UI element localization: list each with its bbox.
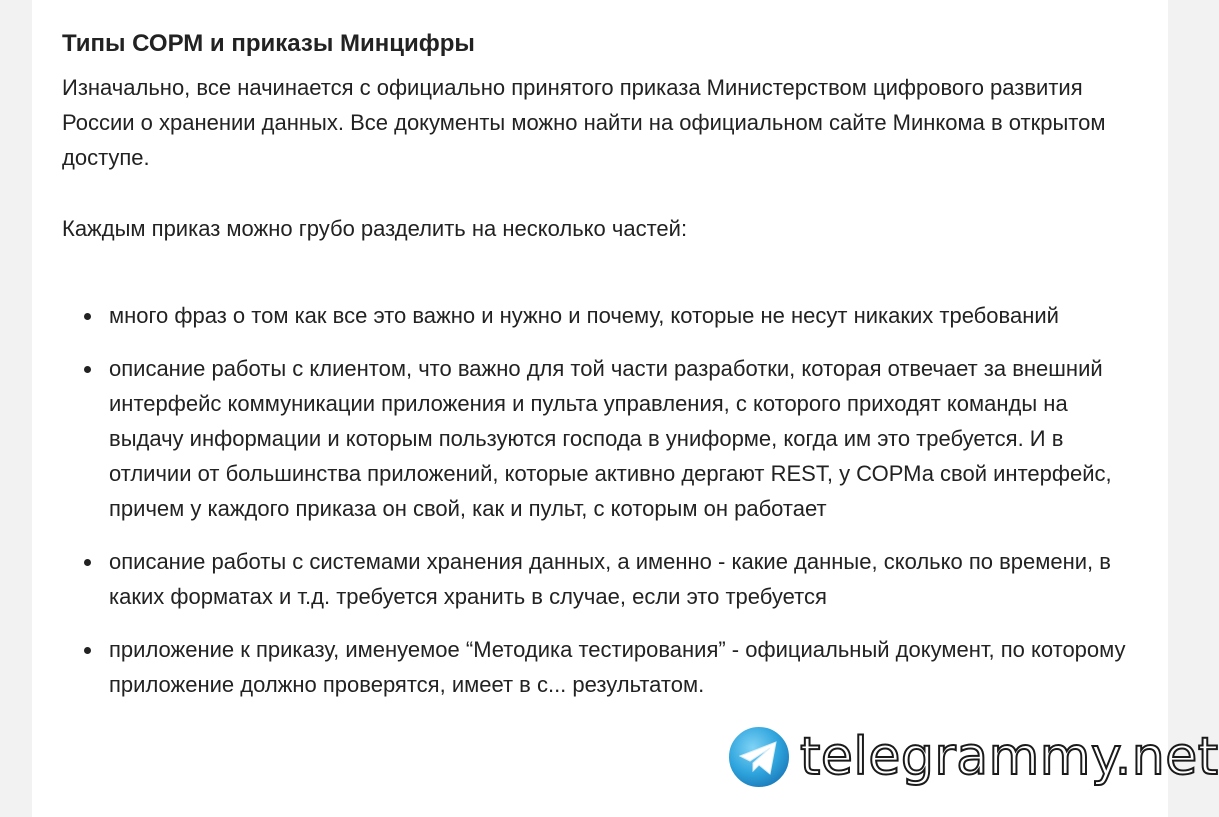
watermark [726, 722, 1219, 792]
list-item-text: приложение к приказу, именуемое “Методика тестирования” - официальный документ, по которому приложение должно проверятся, имеет в с... результатом. [109, 637, 1126, 697]
list-item [62, 632, 1142, 702]
list-item [62, 544, 1142, 614]
list-item [62, 298, 1142, 333]
telegram-logo-icon [726, 724, 792, 790]
watermark-text: telegrammy.net [800, 727, 1219, 787]
article-page [32, 0, 1219, 817]
intro-paragraph: Изначально, все начинается с официально принятого приказа Министерством цифрового развития России о хранении данных. Все документы можно найти на официальном сайте Минкома в открытом доступе. [62, 75, 1106, 170]
bullet-icon [84, 559, 91, 566]
list-item-text: много фраз о том как все это важно и нужно и почему, которые не несут никаких требований [109, 303, 1059, 328]
article-title: Типы СОРМ и приказы Минцифры [62, 30, 475, 57]
lead-paragraph: Каждым приказ можно грубо разделить на несколько частей: [62, 216, 688, 241]
bullet-icon [84, 366, 91, 373]
bullet-icon [84, 313, 91, 320]
list-item-text: описание работы с клиентом, что важно для той части разработки, которая отвечает за внешний интерфейс коммуникации приложения и пульта управления, с которого приходят команды на выдачу информации и которым пользуются господа в униформе, когда им это требуется. И в отличии от большинства приложений, которые активно дергают REST, у СОРМа свой интерфейс, причем у каждого приказа он свой, как и пульт, с которым он работает [109, 356, 1112, 521]
bullet-icon [84, 647, 91, 654]
list-item-text: описание работы с системами хранения данных, а именно - какие данные, сколько по времени, в каких форматах и т.д. требуется хранить в случае, если это требуется [109, 549, 1111, 609]
article-content [62, 26, 1142, 720]
list-item [62, 351, 1142, 526]
parts-list [62, 298, 1142, 702]
